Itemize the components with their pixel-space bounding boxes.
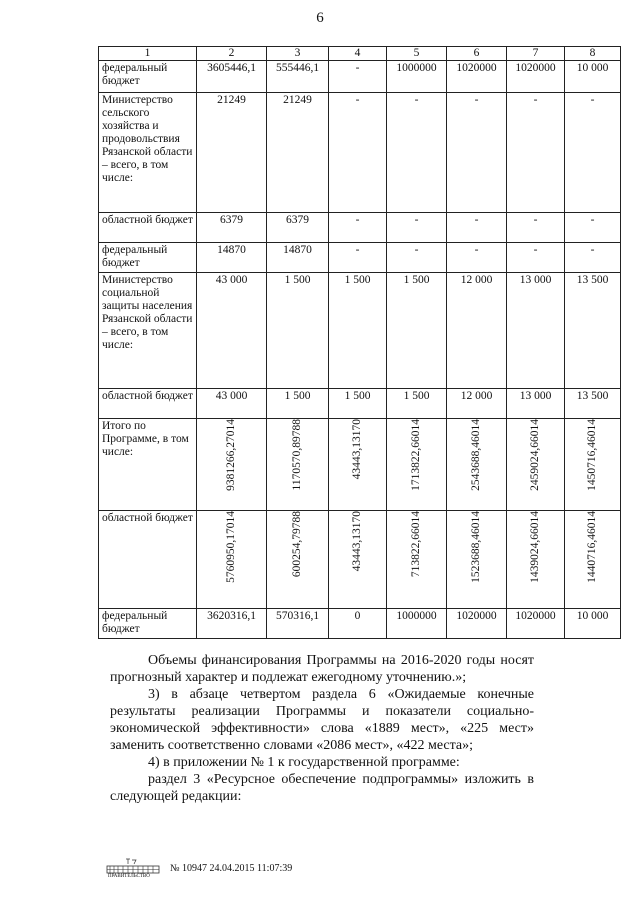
cell-value: 1020000 bbox=[507, 61, 565, 93]
cell-value: 600254,79788 bbox=[291, 511, 303, 578]
budget-table bbox=[98, 46, 621, 639]
table-cell bbox=[329, 419, 387, 511]
cell-value: 570316,1 bbox=[267, 609, 329, 639]
row-label: федеральный бюджет bbox=[99, 243, 197, 273]
table-cell bbox=[507, 419, 565, 511]
cell-value: - bbox=[507, 213, 565, 243]
cell-value: - bbox=[565, 243, 621, 273]
cell-value: 43 000 bbox=[197, 389, 267, 419]
column-number-header: 2 bbox=[197, 47, 267, 61]
cell-value: - bbox=[329, 213, 387, 243]
cell-value: 2543688,46014 bbox=[470, 419, 482, 491]
cell-value: 555446,1 bbox=[267, 61, 329, 93]
table-row bbox=[99, 419, 621, 511]
column-number-header: 4 bbox=[329, 47, 387, 61]
cell-value: - bbox=[565, 213, 621, 243]
table-cell bbox=[565, 419, 621, 511]
cell-value: 13 000 bbox=[507, 273, 565, 389]
cell-value: - bbox=[507, 243, 565, 273]
table-cell bbox=[329, 511, 387, 609]
amendment-text bbox=[110, 652, 534, 805]
table-cell bbox=[267, 419, 329, 511]
cell-value: 1020000 bbox=[447, 609, 507, 639]
cell-value: 14870 bbox=[267, 243, 329, 273]
cell-value: - bbox=[387, 243, 447, 273]
cell-value: 1020000 bbox=[507, 609, 565, 639]
paragraph-section-3: раздел 3 «Ресурсное обеспечение подпрограммы» изложить в следующей редакции: bbox=[110, 772, 534, 804]
cell-value: 3605446,1 bbox=[197, 61, 267, 93]
table-cell bbox=[387, 419, 447, 511]
cell-value: 1440716,46014 bbox=[586, 511, 598, 583]
cell-value: 13 000 bbox=[507, 389, 565, 419]
cell-value: 6379 bbox=[197, 213, 267, 243]
cell-value: 43443,13170 bbox=[351, 511, 363, 572]
row-label: Министерство социальной защиты населения Рязанской области – всего, в том числе: bbox=[99, 273, 197, 389]
cell-value: - bbox=[329, 61, 387, 93]
table-header-row bbox=[99, 47, 621, 61]
cell-value: 5760950,17014 bbox=[225, 511, 237, 583]
cell-value: 21249 bbox=[197, 93, 267, 213]
cell-value: 9381266,27014 bbox=[225, 419, 237, 491]
table-cell bbox=[447, 419, 507, 511]
table-row bbox=[99, 93, 621, 213]
cell-value: 1000000 bbox=[387, 609, 447, 639]
cell-value: 1 500 bbox=[329, 273, 387, 389]
cell-value: 1439024,66014 bbox=[529, 511, 541, 583]
cell-value: 1 500 bbox=[267, 273, 329, 389]
cell-value: 1450716,46014 bbox=[586, 419, 598, 491]
cell-value: - bbox=[447, 93, 507, 213]
cell-value: 6379 bbox=[267, 213, 329, 243]
column-number-header: 6 bbox=[447, 47, 507, 61]
cell-value: 1523688,46014 bbox=[470, 511, 482, 583]
document-reference: № 10947 24.04.2015 11:07:39 bbox=[170, 862, 293, 874]
paragraph-item-4: 4) в приложении № 1 к государственной программе: bbox=[148, 755, 460, 770]
column-number-header: 8 bbox=[565, 47, 621, 61]
cell-value: 1020000 bbox=[447, 61, 507, 93]
cell-value: 1 500 bbox=[387, 273, 447, 389]
cell-value: 1 500 bbox=[329, 389, 387, 419]
page-number: 6 bbox=[316, 10, 324, 26]
cell-value: - bbox=[387, 213, 447, 243]
column-number-header: 1 bbox=[99, 47, 197, 61]
column-number-header: 5 bbox=[387, 47, 447, 61]
stamp-label: ПРАВИТЕЛЬСТВО bbox=[108, 874, 150, 879]
table-row bbox=[99, 61, 621, 93]
cell-value: 713822,66014 bbox=[410, 511, 422, 578]
cell-value: 0 bbox=[329, 609, 387, 639]
cell-value: 13 500 bbox=[565, 389, 621, 419]
cell-value: 1 500 bbox=[267, 389, 329, 419]
cell-value: - bbox=[387, 93, 447, 213]
table-row bbox=[99, 609, 621, 639]
cell-value: 10 000 bbox=[565, 61, 621, 93]
column-number-header: 7 bbox=[507, 47, 565, 61]
cell-value: 1170570,89788 bbox=[291, 419, 303, 491]
cell-value: 12 000 bbox=[447, 389, 507, 419]
table-row bbox=[99, 213, 621, 243]
table-cell bbox=[507, 511, 565, 609]
table-cell bbox=[267, 511, 329, 609]
table-row bbox=[99, 511, 621, 609]
cell-value: - bbox=[447, 213, 507, 243]
cell-value: 2459024,66014 bbox=[529, 419, 541, 491]
registration-stamp bbox=[106, 857, 164, 879]
table-cell bbox=[447, 511, 507, 609]
cell-value: - bbox=[329, 243, 387, 273]
table-row bbox=[99, 389, 621, 419]
cell-value: - bbox=[565, 93, 621, 213]
cell-value: - bbox=[507, 93, 565, 213]
cell-value: 3620316,1 bbox=[197, 609, 267, 639]
column-number-header: 3 bbox=[267, 47, 329, 61]
row-label: областной бюджет bbox=[99, 213, 197, 243]
row-label: областной бюджет bbox=[99, 389, 197, 419]
footer bbox=[106, 856, 292, 880]
table-row bbox=[99, 273, 621, 389]
table-row bbox=[99, 243, 621, 273]
cell-value: 1000000 bbox=[387, 61, 447, 93]
cell-value: 43443,13170 bbox=[351, 419, 363, 480]
paragraph-financing-note: Объемы финансирования Программы на 2016-2020 годы носят прогнозный характер и подлежат ежегодному уточнению.»; bbox=[110, 653, 534, 685]
cell-value: 12 000 bbox=[447, 273, 507, 389]
cell-value: 1713822,66014 bbox=[410, 419, 422, 491]
row-label: федеральный бюджет bbox=[99, 609, 197, 639]
cell-value: 13 500 bbox=[565, 273, 621, 389]
row-label: Министерство сельского хозяйства и продовольствия Рязанской области – всего, в том числе: bbox=[99, 93, 197, 213]
row-label: Итого по Программе, в том числе: bbox=[99, 419, 197, 511]
table-cell bbox=[387, 511, 447, 609]
paragraph-item-3: 3) в абзаце четвертом раздела 6 «Ожидаемые конечные результаты реализации Программы и показатели социально-экономической эффективности» слова «1889 мест», «225 мест» заменить соответственно словами «2086 мест», «422 места»; bbox=[110, 687, 534, 753]
cell-value: - bbox=[447, 243, 507, 273]
cell-value: 14870 bbox=[197, 243, 267, 273]
cell-value: 1 500 bbox=[387, 389, 447, 419]
cell-value: 10 000 bbox=[565, 609, 621, 639]
row-label: федеральный бюджет bbox=[99, 61, 197, 93]
table-cell bbox=[565, 511, 621, 609]
cell-value: 43 000 bbox=[197, 273, 267, 389]
table-cell bbox=[197, 511, 267, 609]
row-label: областной бюджет bbox=[99, 511, 197, 609]
cell-value: 21249 bbox=[267, 93, 329, 213]
cell-value: - bbox=[329, 93, 387, 213]
table-cell bbox=[197, 419, 267, 511]
